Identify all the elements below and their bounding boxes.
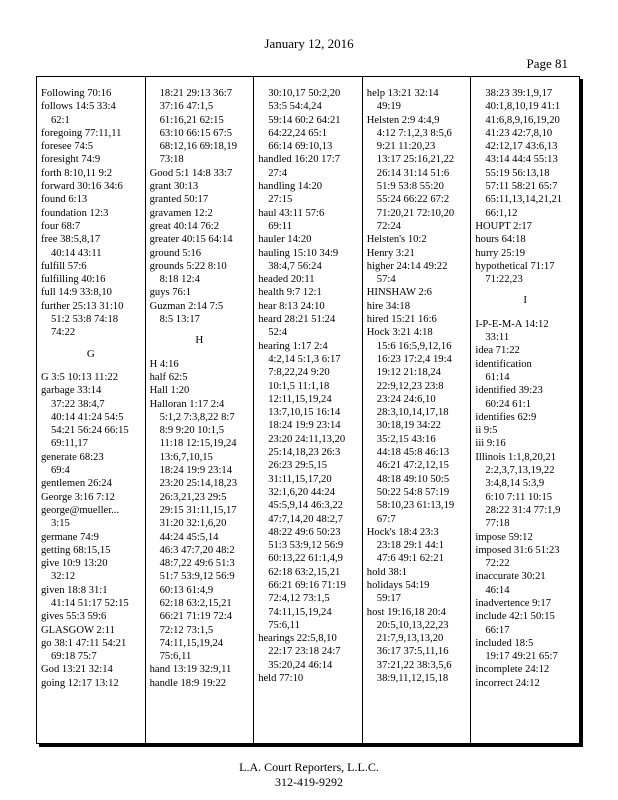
index-entry-continuation: 62:18 63:2,15,21 — [268, 566, 341, 578]
index-entry-continuation: 37:22 38:4,7 — [51, 398, 105, 410]
index-entry-continuation: 72:4,12 73:1,5 — [268, 593, 330, 605]
index-entry-continuation: 58:10,23 61:13,19 — [376, 500, 455, 512]
index-entry: Hock 3:21 4:18 — [366, 327, 433, 339]
index-entry: iii 9:16 — [475, 438, 506, 450]
index-entry: hours 64:18 — [475, 234, 526, 246]
index-entry-continuation: 33:11 — [485, 332, 510, 344]
index-entry-continuation: 37:21,22 38:3,5,6 — [376, 659, 452, 671]
index-entry-continuation: 41:6,8,9,16,19,20 — [485, 114, 560, 126]
index-entry: gentlemen 26:24 — [41, 478, 112, 490]
index-entry-continuation: 62:18 63:2,15,21 — [159, 597, 232, 609]
index-entry-continuation: 53:5 54:4,24 — [268, 101, 322, 113]
index-entry-continuation: 36:17 37:5,11,16 — [376, 646, 449, 658]
index-entry-continuation: 47:7,14,20 48:2,7 — [268, 513, 343, 525]
index-entry: great 40:14 76:2 — [149, 220, 220, 232]
index-entry-continuation: 52:4 — [268, 327, 288, 339]
index-entry: identified 39:23 — [475, 385, 543, 397]
index-entry: held 77:10 — [258, 673, 304, 685]
index-entry-continuation: 27:15 — [268, 194, 293, 206]
index-entry-continuation: 45:5,9,14 46:3,22 — [268, 500, 343, 512]
index-entry-continuation: 2:2,3,7,13,19,22 — [485, 465, 555, 477]
section-letter: G — [86, 347, 95, 360]
index-entry-continuation: 20:5,10,13,22,23 — [376, 619, 449, 631]
index-entry-continuation: 74:11,15,19,24 — [159, 637, 224, 649]
index-entry-continuation: 26:3,21,23 29:5 — [159, 491, 227, 503]
index-entry-continuation: 31:11,15,17,20 — [268, 473, 332, 485]
index-entry: four 68:7 — [41, 220, 81, 232]
index-entry: getting 68:15,15 — [41, 544, 111, 556]
index-entry-continuation: 59:17 — [376, 593, 401, 605]
index-entry: H 4:16 — [149, 358, 179, 370]
index-entry-continuation: 31:20 32:1,6,20 — [159, 518, 227, 530]
index-entry-continuation: 69:11,17 — [51, 438, 88, 450]
index-entry-continuation: 26:14 31:14 51:6 — [376, 167, 450, 179]
index-entry: host 19:16,18 20:4 — [366, 606, 446, 618]
index-entry: garbage 33:14 — [41, 385, 102, 397]
index-entry: foundation 12:3 — [41, 207, 109, 219]
index-entry: forth 8:10,11 9:2 — [41, 167, 113, 179]
index-entry: hired 15:21 16:6 — [366, 314, 437, 326]
index-entry: fulfilling 40:16 — [41, 274, 106, 286]
index-entry-continuation: 69:18 75:7 — [51, 651, 97, 663]
index-entry: handling 14:20 — [258, 181, 323, 193]
index-entry-continuation: 35:2,15 43:16 — [376, 433, 436, 445]
index-entry: handle 18:9 19:22 — [149, 677, 227, 689]
index-entry-continuation: 59:14 60:2 64:21 — [268, 114, 341, 126]
index-entry-continuation: 15:6 16:5,9,12,16 — [376, 340, 452, 352]
index-frame — [36, 76, 580, 744]
index-entry-continuation: 19:17 49:21 65:7 — [485, 651, 558, 663]
index-column-2 — [146, 77, 255, 743]
index-entry-continuation: 28:3,10,14,17,18 — [376, 407, 449, 419]
index-entry-continuation: 74:22 — [51, 327, 76, 339]
index-entry: holidays 54:19 — [366, 579, 430, 591]
index-entry: Hall 1:20 — [149, 385, 190, 397]
index-entry: Guzman 2:14 7:5 — [149, 300, 224, 312]
index-entry: George 3:16 7:12 — [41, 491, 115, 503]
index-entry-continuation: 69:11 — [268, 220, 292, 232]
index-entry-continuation: 66:1,12 — [485, 207, 518, 219]
index-entry-continuation: 46:21 47:2,12,15 — [376, 460, 449, 472]
index-entry: ground 5:16 — [149, 247, 202, 259]
index-entry: gravamen 12:2 — [149, 207, 213, 219]
index-entry-continuation: 40:14 41:24 54:5 — [51, 411, 124, 423]
index-entry-continuation: 27:4 — [268, 167, 288, 179]
index-entry: forward 30:16 34:6 — [41, 181, 123, 193]
index-entry: GLASGOW 2:11 — [41, 624, 115, 636]
index-entry: found 6:13 — [41, 194, 88, 206]
index-entry-continuation: 74:11,15,19,24 — [268, 606, 332, 618]
index-entry: greater 40:15 64:14 — [149, 234, 233, 246]
index-entry: impose 59:12 — [475, 531, 533, 543]
index-entry: inaccurate 30:21 — [475, 571, 546, 583]
index-entry-continuation: 8:9 9:20 10:1,5 — [159, 425, 225, 437]
index-entry-continuation: 51:2 53:8 74:18 — [51, 314, 119, 326]
index-entry-continuation: 51:3 53:9,12 56:9 — [268, 540, 344, 552]
index-entry: go 38:1 47:11 54:21 — [41, 637, 127, 649]
index-entry-continuation: 23:20 24:11,13,20 — [268, 433, 346, 445]
index-entry: fulfill 57:6 — [41, 260, 87, 272]
index-entry-continuation: 3:15 — [51, 518, 70, 530]
index-entry: include 42:1 50:15 — [475, 611, 555, 623]
index-entry-continuation: 28:22 31:4 77:1,9 — [485, 504, 561, 516]
index-entry: free 38:5,8,17 — [41, 234, 101, 246]
index-entry-continuation: 72:22 — [485, 558, 510, 570]
index-entry: further 25:13 31:10 — [41, 300, 124, 312]
index-entry-continuation: 44:24 45:5,14 — [159, 531, 219, 543]
reporter-phone: 312-419-9292 — [275, 775, 343, 789]
index-entry-continuation: 21:7,9,13,13,20 — [376, 633, 444, 645]
index-entry-continuation: 55:24 66:22 67:2 — [376, 194, 450, 206]
section-letter: H — [195, 334, 204, 347]
index-entry-continuation: 18:24 19:9 23:14 — [159, 465, 232, 477]
index-entry-continuation: 60:13 61:4,9 — [159, 584, 214, 596]
index-entry: Helsten's 10:2 — [366, 234, 427, 246]
index-entry-continuation: 22:9,12,23 23:8 — [376, 380, 444, 392]
index-entry: incomplete 24:12 — [475, 664, 550, 676]
index-entry-continuation: 23:20 25:14,18,23 — [159, 478, 237, 490]
index-entry: haul 43:11 57:6 — [258, 207, 325, 219]
index-entry-continuation: 67:7 — [376, 513, 396, 525]
index-entry: going 12:17 13:12 — [41, 677, 119, 689]
index-entry: imposed 31:6 51:23 — [475, 544, 560, 556]
index-entry-continuation: 66:14 69:10,13 — [268, 141, 333, 153]
index-entry: generate 68:23 — [41, 451, 104, 463]
index-columns — [37, 77, 579, 743]
index-entry-continuation: 26:23 29:5,15 — [268, 460, 328, 472]
reporter-company: L.A. Court Reporters, L.L.C. — [239, 760, 379, 774]
index-entry: handled 16:20 17:7 — [258, 154, 340, 166]
index-entry: hear 8:13 24:10 — [258, 300, 325, 312]
index-entry: identification — [475, 358, 532, 370]
index-entry-continuation: 43:14 44:4 55:13 — [485, 154, 558, 166]
index-entry: included 18:5 — [475, 637, 534, 649]
index-entry-continuation: 32:12 — [51, 571, 76, 583]
index-entry-continuation: 54:21 56:24 66:15 — [51, 425, 129, 437]
index-entry-continuation: 12:11,15,19,24 — [268, 393, 332, 405]
index-entry: incorrect 24:12 — [475, 677, 540, 689]
index-entry-continuation: 75:6,11 — [159, 651, 192, 663]
index-entry-continuation: 8:18 12:4 — [159, 274, 200, 286]
index-entry: inadvertence 9:17 — [475, 597, 551, 609]
index-entry-continuation: 4:2,14 5:1,3 6:17 — [268, 353, 341, 365]
index-entry-continuation: 37:16 47:1,5 — [159, 101, 214, 113]
index-entry-continuation: 13:17 25:16,21,22 — [376, 154, 455, 166]
index-entry-continuation: 13:6,7,10,15 — [159, 451, 213, 463]
index-entry: Hock's 18:4 23:3 — [366, 526, 439, 538]
index-entry: foresight 74:9 — [41, 154, 101, 166]
index-entry-continuation: 57:4 — [376, 274, 396, 286]
index-entry: follows 14:5 33:4 — [41, 101, 116, 113]
index-entry-continuation: 71:20,21 72:10,20 — [376, 207, 455, 219]
index-entry: HINSHAW 2:6 — [366, 287, 432, 299]
index-entry: foresee 74:5 — [41, 141, 94, 153]
index-entry-continuation: 68:12,16 69:18,19 — [159, 141, 237, 153]
index-entry: heard 28:21 51:24 — [258, 314, 336, 326]
index-entry-continuation: 66:17 — [485, 624, 510, 636]
index-entry-continuation: 10:1,5 11:1,18 — [268, 380, 330, 392]
index-entry: identifies 62:9 — [475, 411, 537, 423]
index-entry: given 18:8 31:1 — [41, 584, 108, 596]
index-entry-continuation: 38:4,7 56:24 — [268, 260, 322, 272]
index-entry: give 10:9 13:20 — [41, 558, 108, 570]
index-entry-continuation: 72:12 73:1,5 — [159, 624, 214, 636]
index-entry-continuation: 73:18 — [159, 154, 184, 166]
index-entry-continuation: 66:21 69:16 71:19 — [268, 579, 346, 591]
index-entry-continuation: 19:12 21:18,24 — [376, 367, 441, 379]
index-entry: Halloran 1:17 2:4 — [149, 398, 225, 410]
index-entry-continuation: 29:15 31:11,15,17 — [159, 504, 237, 516]
index-entry: Illinois 1:1,8,20,21 — [475, 451, 557, 463]
index-entry-continuation: 40:1,8,10,19 41:1 — [485, 101, 561, 113]
index-entry-continuation: 63:10 66:15 67:5 — [159, 127, 232, 139]
index-entry-continuation: 47:6 49:1 62:21 — [376, 553, 444, 565]
index-entry-continuation: 46:3 47:7,20 48:2 — [159, 544, 235, 556]
index-column-4 — [363, 77, 472, 743]
index-entry: guys 76:1 — [149, 287, 192, 299]
index-entry-continuation: 41:23 42:7,8,10 — [485, 127, 553, 139]
index-entry-continuation: 46:14 — [485, 584, 510, 596]
index-entry-continuation: 69:4 — [51, 465, 70, 477]
page-number: Page 81 — [526, 56, 568, 71]
index-entry-continuation: 8:5 13:17 — [159, 314, 200, 326]
index-entry-continuation: 75:6,11 — [268, 619, 300, 631]
index-entry-continuation: 13:7,10,15 16:14 — [268, 407, 341, 419]
index-entry-continuation: 66:21 71:19 72:4 — [159, 611, 232, 623]
index-column-1 — [37, 77, 146, 743]
index-entry-continuation: 60:24 61:1 — [485, 398, 531, 410]
index-entry: hold 38:1 — [366, 566, 408, 578]
index-entry: I-P-E-M-A 14:12 — [475, 318, 549, 330]
index-entry: Helsten 2:9 4:4,9 — [366, 114, 440, 126]
index-entry: Good 5:1 14:8 33:7 — [149, 167, 233, 179]
index-entry: hand 13:19 32:9,11 — [149, 664, 232, 676]
index-entry-continuation: 23:18 29:1 44:1 — [376, 540, 444, 552]
section-letter: I — [523, 294, 527, 307]
index-entry-continuation: 65:11,13,14,21,21 — [485, 194, 563, 206]
index-column-5 — [471, 77, 579, 743]
index-entry-continuation: 48:18 49:10 50:5 — [376, 473, 450, 485]
index-entry: headed 20:11 — [258, 274, 315, 286]
index-entry: george@mueller... — [41, 504, 120, 516]
index-entry-continuation: 5:1,2 7:3,8,22 8:7 — [159, 411, 235, 423]
index-entry: germane 74:9 — [41, 531, 99, 543]
index-entry-continuation: 30:18,19 34:22 — [376, 420, 441, 432]
index-entry: hauler 14:20 — [258, 234, 312, 246]
index-entry-continuation: 42:12,17 43:6,13 — [485, 141, 558, 153]
index-entry-continuation: 48:7,22 49:6 51:3 — [159, 558, 235, 570]
index-entry-continuation: 77:18 — [485, 518, 510, 530]
index-entry: gives 55:3 59:6 — [41, 611, 107, 623]
index-entry-continuation: 25:14,18,23 26:3 — [268, 447, 341, 459]
index-entry: full 14:9 33:8,10 — [41, 287, 112, 299]
index-entry-continuation: 57:11 58:21 65:7 — [485, 181, 558, 193]
index-entry-continuation: 3:4,8,14 5:3,9 — [485, 478, 545, 490]
index-entry-continuation: 71:22,23 — [485, 274, 523, 286]
index-entry-continuation: 51:9 53:8 55:20 — [376, 181, 444, 193]
index-entry: Following 70:16 — [41, 88, 112, 99]
index-entry-continuation: 30:10,17 50:2,20 — [268, 88, 341, 99]
index-entry-continuation: 38:23 39:1,9,17 — [485, 88, 553, 99]
index-entry-continuation: 55:19 56:13,18 — [485, 167, 550, 179]
index-entry: health 9:7 12:1 — [258, 287, 322, 299]
index-entry: help 13:21 32:14 — [366, 88, 439, 99]
index-entry-continuation: 41:14 51:17 52:15 — [51, 597, 129, 609]
index-entry: Henry 3:21 — [366, 247, 415, 259]
index-entry-continuation: 51:7 53:9,12 56:9 — [159, 571, 235, 583]
index-entry-continuation: 44:18 45:8 46:13 — [376, 447, 450, 459]
index-entry-continuation: 49:19 — [376, 101, 401, 113]
index-entry: higher 24:14 49:22 — [366, 260, 448, 272]
index-entry: hurry 25:19 — [475, 247, 526, 259]
index-entry-continuation: 61:16,21 62:15 — [159, 114, 224, 126]
index-entry: hearings 22:5,8,10 — [258, 633, 337, 645]
index-entry-continuation: 6:10 7:11 10:15 — [485, 491, 553, 503]
index-entry-continuation: 62:1 — [51, 114, 70, 126]
index-entry-continuation: 40:14 43:11 — [51, 247, 102, 259]
index-entry: G 3:5 10:13 11:22 — [41, 371, 119, 383]
index-entry: hypothetical 71:17 — [475, 260, 555, 272]
index-entry: ii 9:5 — [475, 425, 498, 437]
index-entry: HOUPT 2:17 — [475, 220, 532, 232]
index-column-3 — [254, 77, 363, 743]
index-entry-continuation: 16:23 17:2,4 19:4 — [376, 353, 452, 365]
index-entry-continuation: 48:22 49:6 50:23 — [268, 526, 341, 538]
index-entry-continuation: 9:21 11:20,23 — [376, 141, 436, 153]
index-entry: half 62:5 — [149, 371, 188, 383]
index-entry-continuation: 11:18 12:15,19,24 — [159, 438, 237, 450]
index-entry: God 13:21 32:14 — [41, 664, 113, 676]
index-entry-continuation: 72:24 — [376, 220, 401, 232]
index-entry: grounds 5:22 8:10 — [149, 260, 227, 272]
transcript-date: January 12, 2016 — [264, 36, 354, 51]
index-entry: foregoing 77:11,11 — [41, 127, 122, 139]
index-entry-continuation: 18:21 29:13 36:7 — [159, 88, 232, 99]
index-entry-continuation: 38:9,11,12,15,18 — [376, 673, 449, 685]
index-entry-continuation: 35:20,24 46:14 — [268, 659, 333, 671]
index-entry: idea 71:22 — [475, 345, 520, 357]
index-entry-continuation: 18:24 19:9 23:14 — [268, 420, 341, 432]
index-entry-continuation: 50:22 54:8 57:19 — [376, 486, 450, 498]
index-entry-continuation: 23:24 24:6,10 — [376, 393, 436, 405]
index-entry-continuation: 22:17 23:18 24:7 — [268, 646, 341, 658]
index-entry-continuation: 32:1,6,20 44:24 — [268, 486, 335, 498]
index-entry-continuation: 4:12 7:1,2,3 8:5,6 — [376, 127, 452, 139]
index-entry-continuation: 64:22,24 65:1 — [268, 127, 328, 139]
index-entry-continuation: 7:8,22,24 9:20 — [268, 367, 330, 379]
index-entry: grant 30:13 — [149, 181, 199, 193]
index-entry-continuation: 61:14 — [485, 371, 510, 383]
index-entry: hauling 15:10 34:9 — [258, 247, 339, 259]
index-entry: granted 50:17 — [149, 194, 209, 206]
index-entry-continuation: 60:13,22 61:1,4,9 — [268, 553, 343, 565]
index-entry: hire 34:18 — [366, 300, 411, 312]
index-entry: hearing 1:17 2:4 — [258, 340, 328, 352]
